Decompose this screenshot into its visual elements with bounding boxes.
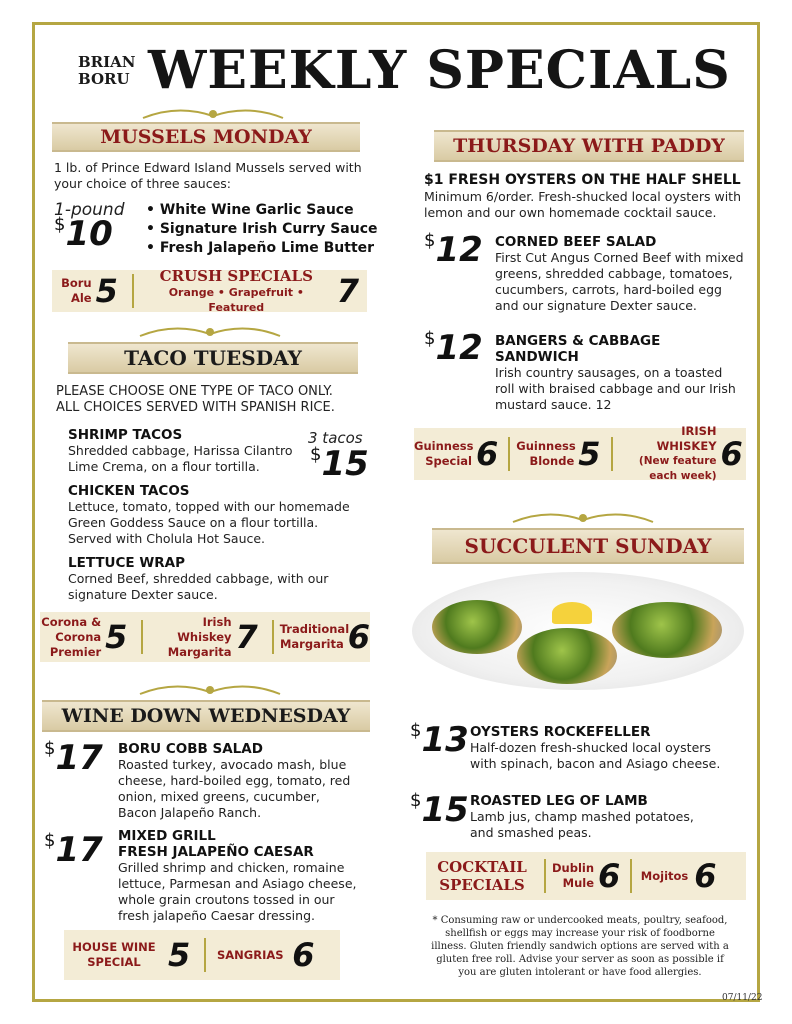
sunday-item: ROASTED LEG OF LAMB Lamb jus, champ mashed potatoes, and smashed peas. [470,793,694,840]
ornament-icon [135,680,285,702]
allergy-footnote: * Consuming raw or undercooked meats, poultry, seafood, shellfish or eggs may increase your risk of foodborne illness. Gluten friendly sandwich options are served with a gluten free roll. Advise your server as soon as possible if you are gluten intolerant or have food allergies. [431,915,729,978]
taco-item: SHRIMP TACOS Shredded cabbage, Harissa Cilantro Lime Crema, on a flour tortilla. [68,427,293,474]
wine-drinks: HOUSE WINE SPECIAL 5 SANGRIAS 6 [64,930,340,980]
mussels-desc: 1 lb. of Prince Edward Island Mussels served with your choice of three sauces: [54,160,362,191]
wine-heading: WINE DOWN WEDNESDAY [42,700,370,732]
print-date: 07/11/22 [722,993,763,1003]
page-title: WEEKLY SPECIALS [148,40,731,101]
taco-drinks: Corona & Corona Premier 5 Irish Whiskey Margarita 7 Traditional Margarita 6 [40,612,370,662]
thursday-drinks: Guinness Special 6 Guinness Blonde 5 IRISH WHISKEY (New feature each week) 6 [414,428,746,480]
thursday-heading: THURSDAY WITH PADDY [434,130,744,162]
thursday-price: $12 [424,328,483,368]
wine-price: $17 [44,830,103,870]
sunday-price: $13 [410,720,469,760]
sunday-heading: SUCCULENT SUNDAY [432,528,744,564]
mussels-price: $10 [54,214,113,254]
sunday-price: $15 [410,790,469,830]
taco-price: $15 [310,444,369,484]
thursday-price: $12 [424,230,483,270]
sauce-list: • White Wine Garlic Sauce • Signature Irish Curry Sauce • Fresh Jalapeño Lime Butter [146,202,378,256]
mussels-drinks: Boru Ale 5 CRUSH SPECIALS Orange • Grapefruit • Featured 7 [52,270,367,312]
sunday-item: OYSTERS ROCKEFELLER Half-dozen fresh-shucked local oysters with spinach, bacon and Asiago cheese. [470,724,721,771]
taco-count: 3 tacos [308,429,363,447]
wine-price: $17 [44,738,103,778]
mussels-heading: MUSSELS MONDAY [52,122,360,152]
oyster-title: $1 FRESH OYSTERS ON THE HALF SHELL [424,172,741,188]
ornament-icon [135,322,285,344]
thursday-item: CORNED BEEF SALAD First Cut Angus Corned Beef with mixed greens, shredded cabbage, tomatoes, cucumbers, carrots, hard-boiled egg and our signature Dexter sauce. [495,234,744,313]
wine-item: MIXED GRILL FRESH JALAPEÑO CAESAR Grilled shrimp and chicken, romaine lettuce, Parmesan and Asiago cheese, whole grain croutons tossed in our fresh jalapeño Caesar dressing. [118,828,357,923]
cocktail-drinks: COCKTAIL SPECIALS Dublin Mule 6 Mojitos 6 [426,852,746,900]
mussels-size: 1-pound [54,200,125,220]
brand-logo: BRIAN BORU [78,53,136,88]
taco-heading: TACO TUESDAY [68,342,358,374]
taco-intro: PLEASE CHOOSE ONE TYPE OF TACO ONLY. ALL CHOICES SERVED WITH SPANISH RICE. [56,384,335,415]
taco-item: LETTUCE WRAP Corned Beef, shredded cabbage, with our signature Dexter sauce. [68,555,329,602]
thursday-item: BANGERS & CABBAGE SANDWICH Irish country sausages, on a toasted roll with braised cabbage and our Irish mustard sauce. 12 [495,333,736,412]
oyster-desc: Minimum 6/order. Fresh-shucked local oysters with lemon and our own homemade cocktail sauce. [424,189,741,220]
wine-item: BORU COBB SALAD Roasted turkey, avocado mash, blue cheese, hard-boiled egg, tomato, red onion, mixed greens, cucumber, Bacon Jalapeño Ranch. [118,741,351,820]
oysters-photo [412,572,744,690]
taco-item: CHICKEN TACOS Lettuce, tomato, topped with our homemade Green Goddess Sauce on a flour tortilla. Served with Cholula Hot Sauce. [68,483,350,546]
ornament-icon [508,508,658,530]
